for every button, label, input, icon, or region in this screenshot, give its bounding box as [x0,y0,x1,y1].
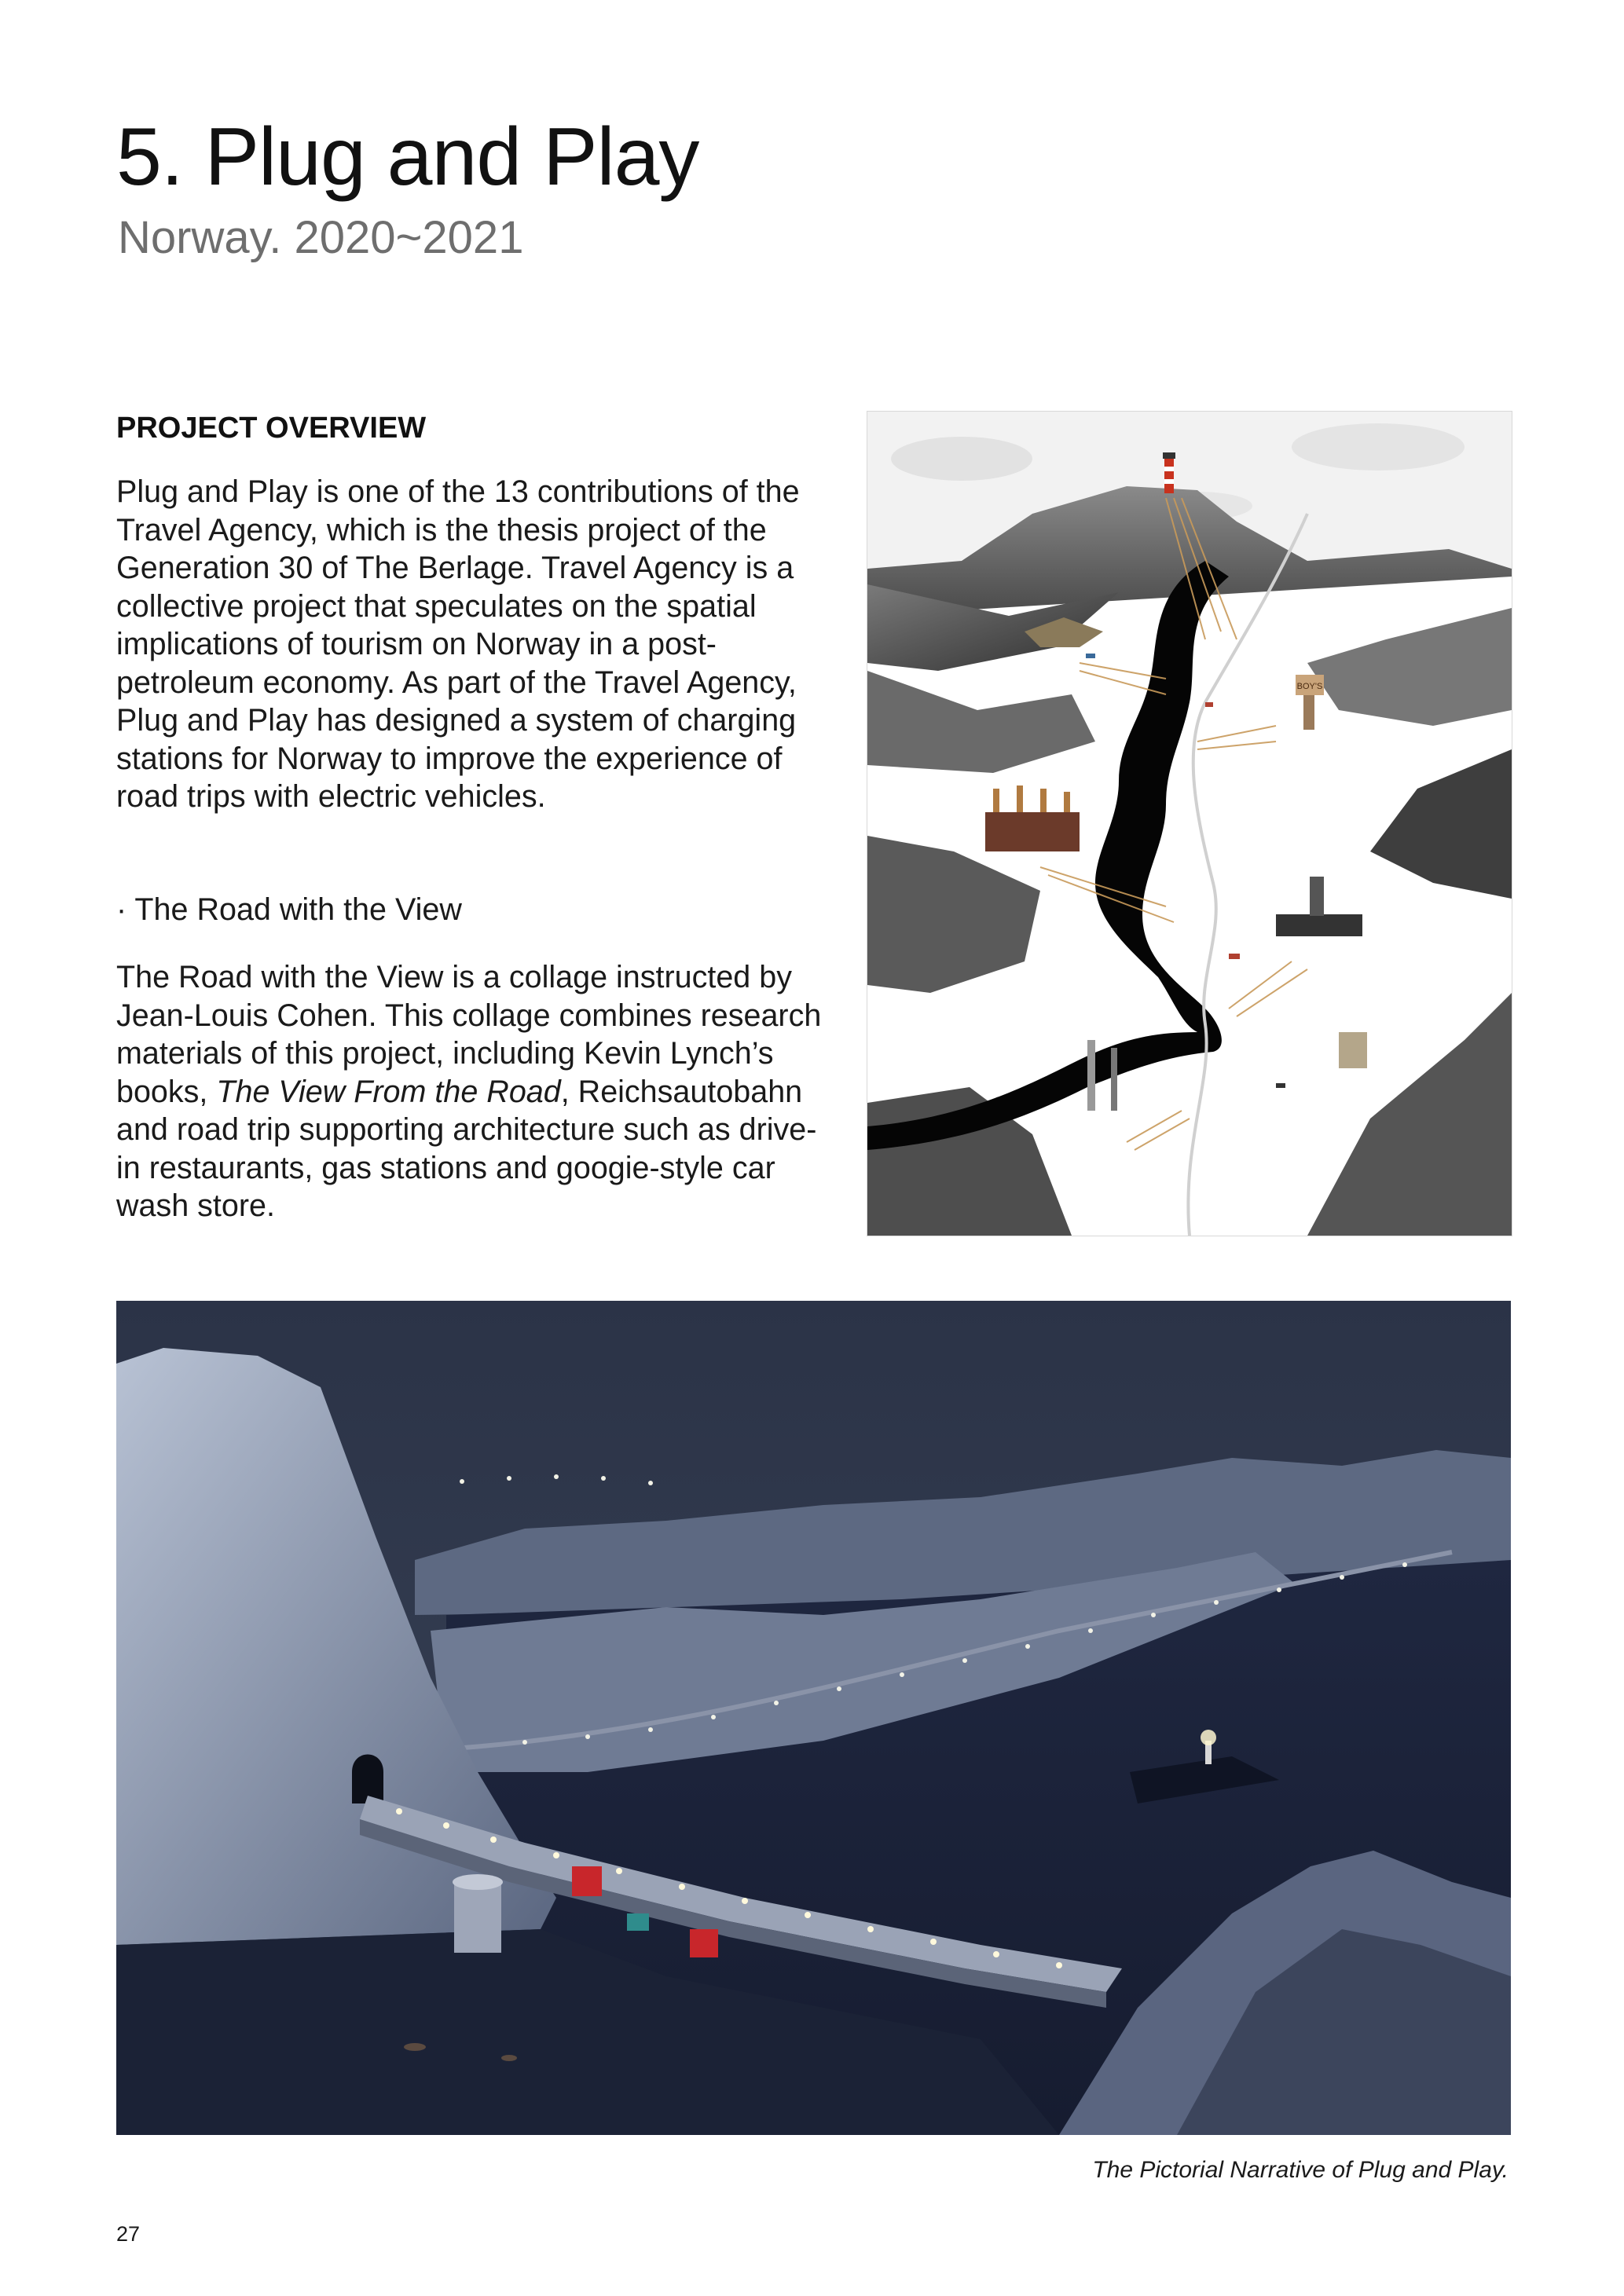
page-subtitle: Norway. 2020~2021 [118,212,524,263]
night-render-image [116,1301,1511,2135]
collage-illustration [867,412,1512,1236]
collage-sign-text: BOY'S [1296,682,1323,691]
collage-image [867,411,1512,1236]
collage-paragraph [116,958,823,1225]
figure-caption: The Pictorial Narrative of Plug and Play. [1092,2157,1509,2183]
night-render-illustration [116,1301,1511,2135]
page-title: 5. Plug and Play [116,112,699,203]
bullet-item: · The Road with the View [116,892,462,927]
collage-paragraph-text-end: , Reichsautobahn and road trip supporting architecture such as drive-in restaurants, gas stations and googie-style car wash store. [116,1074,817,1223]
overview-paragraph: Plug and Play is one of the 13 contributions of the Travel Agency, which is the thesis project of the Generation 30 of The Berlage. Travel Agency is a collective project that speculates on the spatial implications of tourism on Norway in a post-petroleum economy. As part of the Travel Agency, Plug and Play has designed a system of charging stations for Norway to improve the experience of road trips with electric vehicles. [116,474,800,814]
book-title: The View From the Road [216,1074,561,1109]
section-heading: PROJECT OVERVIEW [116,412,427,445]
page-number: 27 [116,2222,141,2246]
collage-paragraph-text-start: The Road with the View is a collage instructed by Jean-Louis Cohen. This collage combines research materials of this project, including Kevin Lynch’s books, [116,960,822,1109]
